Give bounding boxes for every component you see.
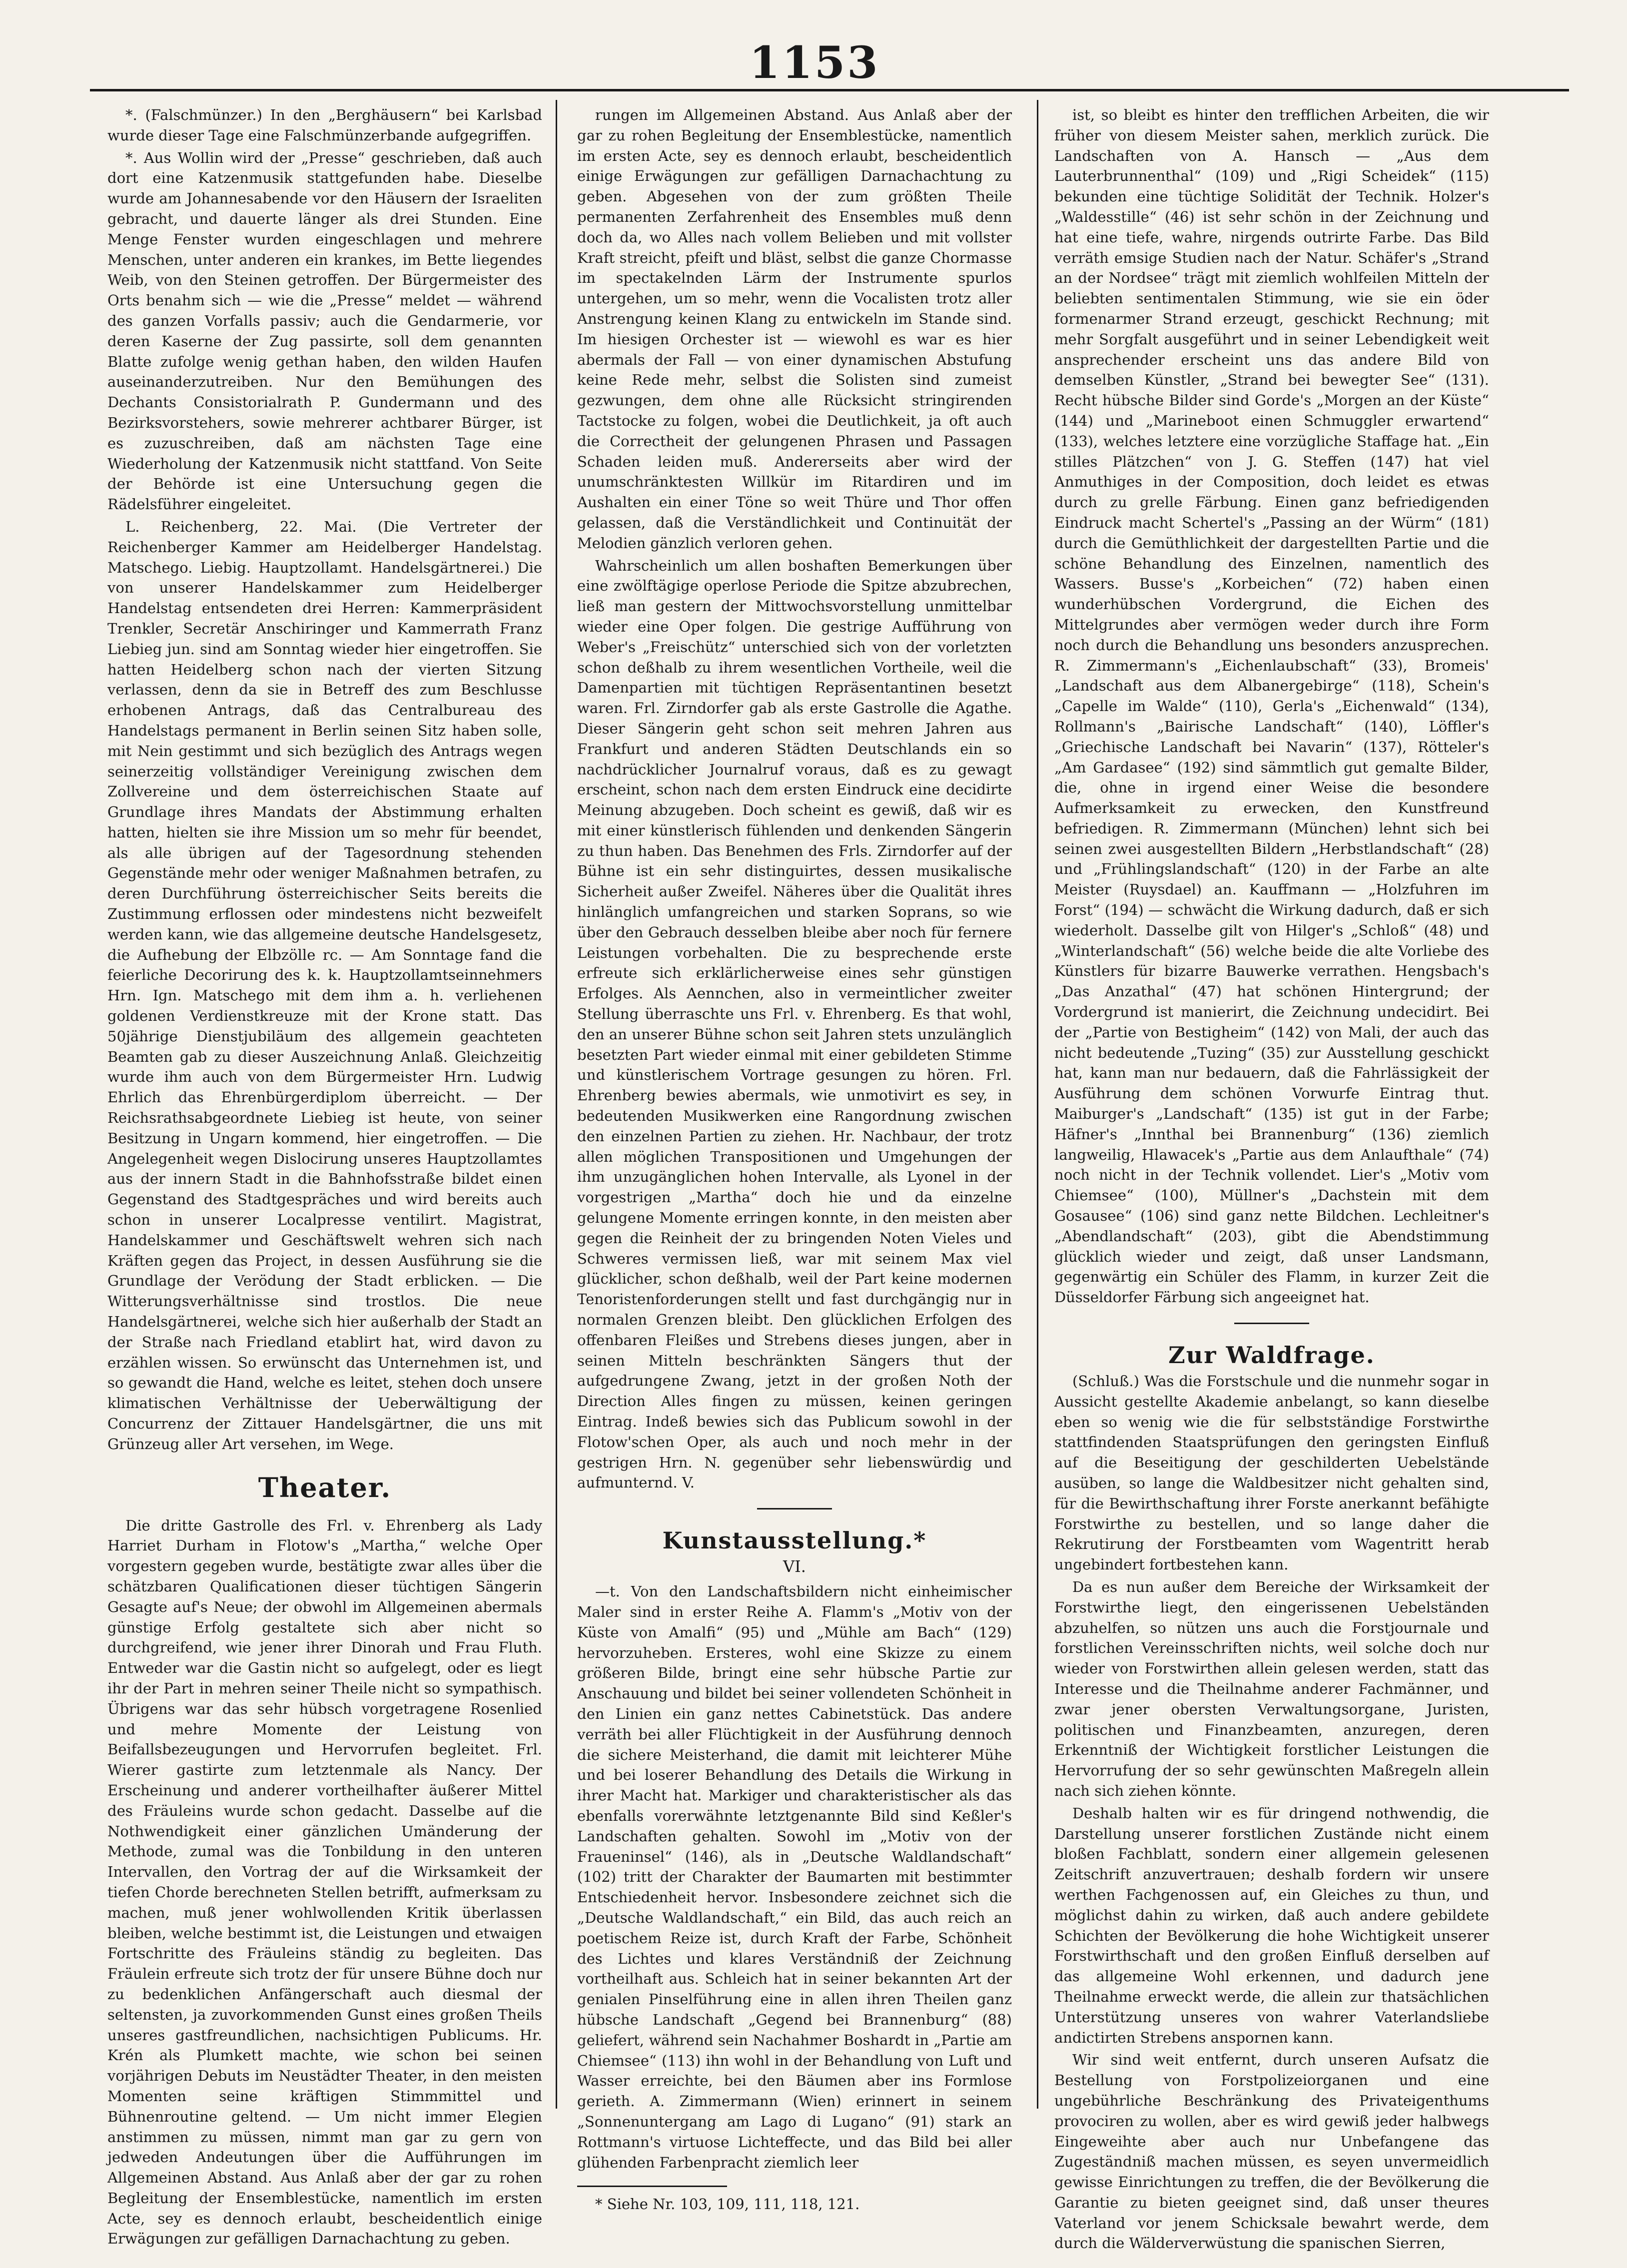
section-heading: Kunstausstellung.*	[662, 1527, 927, 1554]
header-rule	[90, 89, 1569, 91]
page-number: 1153	[749, 36, 880, 88]
section-divider	[1234, 1323, 1309, 1324]
article-paragraph: *. (Falschmünzer.) In den „Berghäusern“ bei Karlsbad wurde dieser Tage eine Falschmünzerbande aufgegriffen.	[107, 106, 542, 144]
column-2	[577, 105, 1012, 2213]
article-paragraph: Deshalb halten wir es für dringend nothwendig, die Darstellung unserer forstlichen Zustände nicht einem bloßen Fachblatt, sondern einer allgemein gelesenen Zeitschrift anzuvertrauen; deshalb fordern wir unsere werthen Fachgenossen auf, ein Gleiches zu thun, und möglichst dahin zu wirken, daß auch andere gebildete Schichten der Bevölkerung die hohe Wichtigkeit unserer Forstwirthschaft und den großen Einfluß derselben auf das allgemeine Wohl erkennen, und dadurch jene Theilnahme erweckt werde, die allein zur thatsächlichen Unterstützung unseres von wahrer Vaterlandsliebe andictirten Strebens anspornen kann.	[1054, 1804, 1489, 2046]
section-subheading: VI.	[783, 1557, 806, 1576]
column-divider	[556, 100, 557, 2109]
article-paragraph: (Schluß.) Was die Forstschule und die nunmehr sogar in Aussicht gestellte Akademie anbelangt, so kann dieselbe eben so wenig wie die für selbstständige Forstwirthe stattfindenden Staatsprüfungen den geringsten Einfluß auf die Beseitigung der geschilderten Uebelstände ausüben, so lange die Waldbesitzer nicht gehalten sind, für die Bewirthschaftung ihrer Forste anerkannt befähigte Forstwirthe zu bestellen, und so lange daher die Rekrutirung der Forstbeamten vom Wagentritt herab ungebindert fortbestehen kann.	[1054, 1373, 1489, 1573]
article-paragraph: Wir sind weit entfernt, durch unseren Aufsatz die Bestellung von Forstpolizeiorganen und eine ungebührliche Beschränkung des Privateigenthums provociren zu wollen, aber es wird gewiß jeder halbwegs Eingeweihte aber auch nur Unbefangene das Zugeständniß machen müssen, es seyen unvermeidlich gewisse Einrichtungen zu treffen, die der Bevölkerung die Garantie zu bieten geeignet sind, daß unser theures Vaterland vor jenem Schicksale bewahrt werde, dem durch die Wälderverwüstung die spanischen Sierren,	[1054, 2051, 1489, 2252]
article-paragraph: Die dritte Gastrolle des Frl. v. Ehrenberg als Lady Harriet Durham in Flotow's „Martha,“ welche Oper vorgestern gegeben wurde, bestätigte zwar alles über die schätzbaren Qualificationen dieser tüchtigen Sängerin Gesagte auf's Neue; der obwohl im Allgemeinen abermals günstige Erfolg gestaltete sich aber nicht so durchgreifend, wie jener ihrer Dinorah und Frau Fluth. Entweder war die Gastin nicht so aufgelegt, oder es liegt ihr der Part in mehren seiner Theile nicht so sympathisch. Übrigens war das sehr hübsch vorgetragene Rosenlied und mehre Momente der Leistung von Beifallsbezeugungen und Hervorrufen begleitet. Frl. Wierer gastirte zum letztenmale als Nancy. Der Erscheinung und anderer vortheilhafter äußerer Mittel des Fräuleins wurde schon gedacht. Dasselbe auf die Nothwendigkeit einer gänzlichen Umänderung der Methode, zumal was die Tonbildung in den unteren Intervallen, den Vortrag der auf die Wirksamkeit der tiefen Chorde berechneten Stellen betrifft, aufmerksam zu machen, muß jener wohlwollenden Kritik überlassen bleiben, welche bestimmt ist, die Leistungen und etwaigen Fortschritte des Fräuleins ständig zu begleiten. Das Fräulein erfreute sich trotz der für unsere Bühne doch nur zu bedenklichen Anfängerschaft auch diesmal der seltensten, ja zuvorkommenden Gunst eines großen Theils unseres gastfreundlichen, nachsichtigen Publicums. Hr. Krén als Plumkett machte, wie schon bei seinen vorjährigen Debuts im Neustädter Theater, in den meisten Momenten seine kräftigen Stimmmittel und Bühnenroutine geltend. — Um nicht immer Elegien anstimmen zu müssen, nimmt man gar zu gern von jedweden Andeutungen über die Aufführungen im Allgemeinen Abstand. Aus Anlaß aber der gar zu rohen Begleitung der Ensemblestücke, namentlich im ersten Acte, sey es dennoch erlaubt, bescheidentlich einige Erwägungen zur gefälligen Darnachachtung zu geben.	[107, 1516, 542, 2248]
section-divider	[757, 1508, 832, 1510]
section-heading: Zur Waldfrage.	[1168, 1342, 1375, 1369]
footnote-rule	[577, 2186, 727, 2187]
article-paragraph: Wahrscheinlich um allen boshaften Bemerkungen über eine zwölftägige operlose Periode die Spitze abzubrechen, ließ man gestern der Mittwochsvorstellung unmittelbar wieder eine Oper folgen. Die gestrige Aufführung von Weber's „Freischütz“ unterschied sich von der vorletzten schon deßhalb zu ihrem wesentlichen Vortheile, weil die Damenpartien mit tüchtigen Repräsentantinen besetzt waren. Frl. Zirndorfer gab als erste Gastrolle die Agathe. Dieser Sängerin geht schon seit mehren Jahren aus Frankfurt und anderen Städten Deutschlands ein so nachdrücklicher Journalruf voraus, daß es zu gewagt erscheint, schon nach dem ersten Eindruck eine decidirte Meinung abzugeben. Doch scheint es gewiß, daß wir es mit einer künstlerisch fühlenden und denkenden Sängerin zu thun haben. Das Benehmen des Frls. Zirndorfer auf der Bühne ist ein sehr distinguirtes, dessen musikalische Sicherheit außer Zweifel. Näheres über die Qualität ihres hinlänglich umfangreichen und starken Soprans, so wie über den Gebrauch desselben bleibe aber noch für fernere Leistungen vorbehalten. Die zu besprechende erste erfreute sich erklärlicherweise eines sehr günstigen Erfolges. Als Aennchen, also in vermeintlicher zweiter Stellung überraschte uns Frl. v. Ehrenberg. Es that wohl, den an unserer Bühne schon seit Jahren stets unzulänglich besetzten Part wieder einmal mit einer gebildeten Stimme und künstlerischem Vortrage gesungen zu hören. Frl. Ehrenberg bewies abermals, wie unmotivirt es sey, in bedeutenden Musikwerken eine Rangordnung zwischen den einzelnen Partien zu ziehen. Hr. Nachbaur, der trotz allen möglichen Transpositionen und Umgehungen der ihm unzugänglichen hohen Intervalle, als Lyonel in der vorgestrigen „Martha“ doch hie und da einzelne gelungene Momente erringen konnte, in den meisten aber gegen die Reinheit der zu bringenden Noten Vieles und Schweres vermissen ließ, war mit seinem Max viel glücklicher, schon deßhalb, weil der Part keine modernen Tenoristenforderungen stellt und fast durchgängig nur in normalen Grenzen bleibt. Den glücklichen Erfolgen des offenbaren Fleißes und Strebens dieses jungen, aber in seinen Mitteln beschränkten Sängers thut der aufgedrungene Zwang, jetzt in der großen Noth der Direction Alles fingen zu müssen, keinen geringen Eintrag. Indeß bewies sich das Publicum sowohl in der Flotow'schen Oper, als auch und noch mehr in der gestrigen Hrn. N. gegenüber sehr liebenswürdig und aufmunternd. V.	[577, 557, 1012, 1492]
footnote: * Siehe Nr. 103, 109, 111, 118, 121.	[595, 2196, 860, 2213]
section-heading: Theater.	[258, 1471, 392, 1504]
article-paragraph: rungen im Allgemeinen Abstand. Aus Anlaß aber der gar zu rohen Begleitung der Ensemblestücke, namentlich im ersten Acte, sey es dennoch erlaubt, bescheidentlich einige Erwägungen zur gefälligen Darnachachtung zu geben. Abgesehen von der zum größten Theile permanenten Zerfahrenheit des Ensembles muß denn doch da, wo Alles nach vollem Belieben und mit vollster Kraft streicht, pfeift und bläst, selbst die ganze Chormasse im spectakelnden Lärm der Instrumente spurlos untergehen, um so mehr, wenn die Vocalisten trotz aller Anstrengung keinen Klang zu entwickeln im Stande sind. Im hiesigen Orchester ist — wiewohl es war es hier abermals der Fall — von einer dynamischen Abstufung keine Rede mehr, selbst die Solisten sind zumeist gezwungen, dem ohne alle Rücksicht stringirenden Tactstocke zu folgen, wobei die Deutlichkeit, ja oft auch die Correctheit der gelungenen Phrasen und Passagen Schaden leiden muß. Andererseits aber wird der unumschränktesten Willkür im Ritardiren und im Aushalten ein einer Töne so weit Thüre und Thor offen gelassen, daß die Verständlichkeit und Continuität der Melodien gänzlich verloren gehen.	[577, 106, 1012, 552]
article-paragraph: L. Reichenberg, 22. Mai. (Die Vertreter der Reichenberger Kammer am Heidelberger Handelstag. Matschego. Liebig. Hauptzollamt. Handelsgärtnerei.) Die von unserer Handelskammer zum Heidelberger Handelstag entsendeten drei Herren: Kammerpräsident Trenkler, Secretär Anschiringer und Kammerrath Franz Liebieg jun. sind am Sonntag wieder hier eingetroffen. Sie hatten Heidelberg schon nach der vierten Sitzung verlassen, denn da sie in Betreff des zum Beschlusse erhobenen Antrags, daß das Centralbureau des Handelstags permanent in Berlin seinen Sitz haben solle, mit Nein gestimmt und sich bezüglich des Antrags wegen seinerzeitig vollständiger Vereinigung zwischen dem Zollvereine und dem österreichischen Staate auf Grundlage ihres Mandats der Abstimmung erhalten hatten, hielten sie ihre Mission um so mehr für beendet, als alle übrigen auf der Tagesordnung stehenden Gegenstände mehr oder weniger Maßnahmen betrafen, zu deren Durchführung österreichischer Seits bereits die Zustimmung erflossen oder mindestens nicht bezweifelt werden kann, wie das allgemeine deutsche Handelsgesetz, die Aufhebung der Elbzölle rc. — Am Sonntage fand die feierliche Decorirung des k. k. Hauptzollamtseinnehmers Hrn. Ign. Matschego mit dem ihm a. h. verliehenen goldenen Verdienstkreuze mit der Krone statt. Das 50jährige Dienstjubiläum des allgemein geachteten Beamten gab zu dieser Auszeichnung Anlaß. Gleichzeitig wurde ihm auch von dem Bürgermeister Hrn. Ludwig Ehrlich das Ehrenbürgerdiplom überreicht. — Der Reichsrathsabgeordnete Liebieg ist heute, von seiner Besitzung in Ungarn kommend, hier eingetroffen. — Die Angelegenheit wegen Dislocirung unseres Hauptzollamtes aus der innern Stadt in die Bahnhofsstraße bildet einen Gegenstand des Stadtgespräches und wird bereits auch schon in unserer Localpresse ventilirt. Magistrat, Handelskammer und Geschäftswelt wehren sich nach Kräften gegen das Project, in dessen Ausführung sie die Grundlage der Verödung der Stadt erblicken. — Die Witterungsverhältnisse sind trostlos. Die neue Handelsgärtnerei, welche sich hier außerhalb der Stadt an der Straße nach Friedland etablirt hat, wird davon zu erzählen wissen. So erwünscht das Unternehmen ist, und so gewandt die Hand, welche es leitet, stehen doch unsere klimatischen Verhältnisse der Ueberwältigung der Concurrenz der Zittauer Handelsgärtner, die uns mit Grünzeug aller Art versehen, im Wege.	[107, 518, 542, 1453]
column-1	[107, 105, 542, 2248]
article-paragraph: *. Aus Wollin wird der „Presse“ geschrieben, daß auch dort eine Katzenmusik stattgefunden habe. Dieselbe wurde am Johannesabende vor den Häusern der Israeliten gebracht, und dauerte länger als drei Stunden. Eine Menge Fenster wurden eingeschlagen und mehrere Menschen, unter anderen ein krankes, im Bette liegendes Weib, von den Steinen getroffen. Der Bürgermeister des Orts benahm sich — wie die „Presse“ meldet — während des ganzen Vorfalls passiv; auch die Gendarmerie, vor deren Kaserne der Zug passirte, soll dem genannten Blatte zufolge wenig gethan haben, den wilden Haufen auseinanderzutreiben. Nur den Bemühungen des Dechants Consistorialrath P. Gundermann und des Bezirksvorstehers, sowie mehrerer achtbarer Bürger, ist es zuzuschreiben, daß am nächsten Tage eine Wiederholung der Katzenmusik nicht stattfand. Von Seite der Behörde ist eine Untersuchung gegen die Rädelsführer eingeleitet.	[107, 149, 542, 513]
article-paragraph: ist, so bleibt es hinter den trefflichen Arbeiten, die wir früher von diesem Meister sahen, merklich zurück. Die Landschaften von A. Hansch — „Aus dem Lauterbrunnenthal“ (109) und „Rigi Scheidek“ (115) bekunden eine tüchtige Solidität der Technik. Holzer's „Waldesstille“ (46) ist sehr schön in der Zeichnung und hat eine tiefe, wahre, nirgends outrirte Farbe. Das Bild verräth emsige Studien nach der Natur. Schäfer's „Strand an der Nordsee“ trägt mit ziemlich wohlfeilen Mitteln der beliebten sentimentalen Stimmung, wie sie ein öder formenarmer Strand erzeugt, geschickt Rechnung; mit mehr Sorgfalt ausgeführt und in seiner Lebendigkeit weit ansprechender erscheint uns das andere Bild von demselben Künstler, „Strand bei bewegter See“ (131). Recht hübsche Bilder sind Gorde's „Morgen an der Küste“ (144) und „Marineboot einen Schmuggler erwartend“ (133), welches letztere eine vorzügliche Staffage hat. „Ein stilles Plätzchen“ von J. G. Steffen (147) hat viel Anmuthiges in der Composition, doch leidet es etwas durch zu grelle Färbung. Einen ganz befriedigenden Eindruck macht Schertel's „Passing an der Würm“ (181) durch die Gemüthlichkeit der dargestellten Partie und die schöne Behandlung des Einzelnen, namentlich des Wassers. Busse's „Korbeichen“ (72) haben einen wunderhübschen Vordergrund, die Eichen des Mittelgrundes aber vermögen weder durch ihre Form noch durch die Behandlung uns besonders anzusprechen. R. Zimmermann's „Eichenlaubschaft“ (33), Bromeis' „Landschaft aus dem Albanergebirge“ (118), Schein's „Capelle im Walde“ (110), Gerla's „Eichenwald“ (134), Rollmann's „Bairische Landschaft“ (140), Löffler's „Griechische Landschaft bei Navarin“ (137), Rötteler's „Am Gardasee“ (192) sind sämmtlich gut gemalte Bilder, die, ohne in irgend einer Weise die besondere Aufmerksamkeit zu erwecken, den Kunstfreund befriedigen. R. Zimmermann (München) lehnt sich bei seinen zwei ausgestellten Bildern „Herbstlandschaft“ (28) und „Frühlingslandschaft“ (120) in der Farbe an alte Meister (Ruysdael) an. Kauffmann — „Holzfuhren im Forst“ (194) — schwächt die Wirkung dadurch, daß er sich wiederholt. Dasselbe gilt von Hilger's „Schloß“ (48) und „Winterlandschaft“ (56) welche beide die alte Vorliebe des Künstlers für bizarre Bauwerke verrathen. Hengsbach's „Das Anzathal“ (47) hat schönen Hintergrund; der Vordergrund ist manierirt, die Zeichnung undecidirt. Bei der „Partie von Bestigheim“ (142) von Mali, der auch das nicht bedeutende „Tuzing“ (35) zur Ausstellung geschickt hat, kann man nur bedauern, daß die Fahrlässigkeit der Ausführung dem schönen Vorwurfe Eintrag thut. Maiburger's „Landschaft“ (135) ist gut in der Farbe; Häfner's „Innthal bei Brannenburg“ (136) ziemlich langweilig, Hlawacek's „Partie aus dem Anlaufthale“ (74) noch nicht in der Technik vollendet. Lier's „Motiv vom Chiemsee“ (100), Müllner's „Dachstein mit dem Gosausee“ (106) sind ganz nette Bildchen. Lechleitner's „Abendlandschaft“ (203), gibt die Abendstimmung glücklich wieder und zeigt, daß unser Landsmann, gegenwärtig ein Schüler des Flamm, in kurzer Zeit die Düsseldorfer Färbung sich angeeignet hat.	[1054, 106, 1489, 1306]
column-3	[1054, 105, 1489, 2252]
article-paragraph: —t. Von den Landschaftsbildern nicht einheimischer Maler sind in erster Reihe A. Flamm's „Motiv von der Küste von Amalfi“ (95) und „Mühle am Bach“ (129) hervorzuheben. Ersteres, wohl eine Skizze zu einem größeren Bilde, bringt eine sehr hübsche Partie zur Anschauung und bildet bei seiner vollendeten Schönheit in den Linien ein ganz nettes Cabinetstück. Das andere verräth bei aller Flüchtigkeit in der Ausführung dennoch die sichere Meisterhand, die damit mit leichterer Mühe und bei loserer Behandlung des Details die Wirkung in ihrer Macht hat. Markiger und charakteristischer als das ebenfalls vorerwähnte letztgenannte Bild sind Keßler's Landschaften gehalten. Sowohl im „Motiv von der Fraueninsel“ (146), als in „Deutsche Waldlandschaft“ (102) tritt der Charakter der Baumarten mit bestimmter Entschiedenheit hervor. Insbesondere zeichnet sich die „Deutsche Waldlandschaft,“ ein Bild, das auch reich an poetischem Reize ist, durch Kraft der Farbe, Schönheit des Lichtes und klares Verständniß der Zeichnung vortheilhaft aus. Schleich hat in seiner bekannten Art der genialen Pinselführung eine in allen ihren Theilen ganz hübsche Landschaft „Gegend bei Brannenburg“ (88) geliefert, während sein Nachahmer Boshardt in „Partie am Chiemsee“ (113) ihn wohl in der Behandlung von Luft und Wasser erreichte, bei den Bäumen aber ins Formlose gerieth. A. Zimmermann (Wien) erinnert in seinem „Sonnenuntergang am Lago di Lugano“ (91) stark an Rottmann's virtuose Lichteffecte, und das Bild bei aller glühenden Farbenpracht ziemlich leer	[577, 1583, 1012, 2171]
article-paragraph: Da es nun außer dem Bereiche der Wirksamkeit der Forstwirthe liegt, den eingerissenen Uebelständen abzuhelfen, so nützen uns auch die Forstjournale und forstlichen Vereinsschriften nichts, weil solche doch nur wieder von Forstwirthen allein gelesen werden, statt das Interesse und die Theilnahme anderer Fachmänner, und zwar jener obersten Verwaltungsorgane, Juristen, politischen und Finanzbeamten, anzuregen, deren Erkenntniß der Wichtigkeit forstlicher Leistungen die Hervorrufung der so sehr gewünschten Maßregeln allein nach sich ziehen könnte.	[1054, 1578, 1489, 1799]
column-divider	[1037, 100, 1038, 2109]
